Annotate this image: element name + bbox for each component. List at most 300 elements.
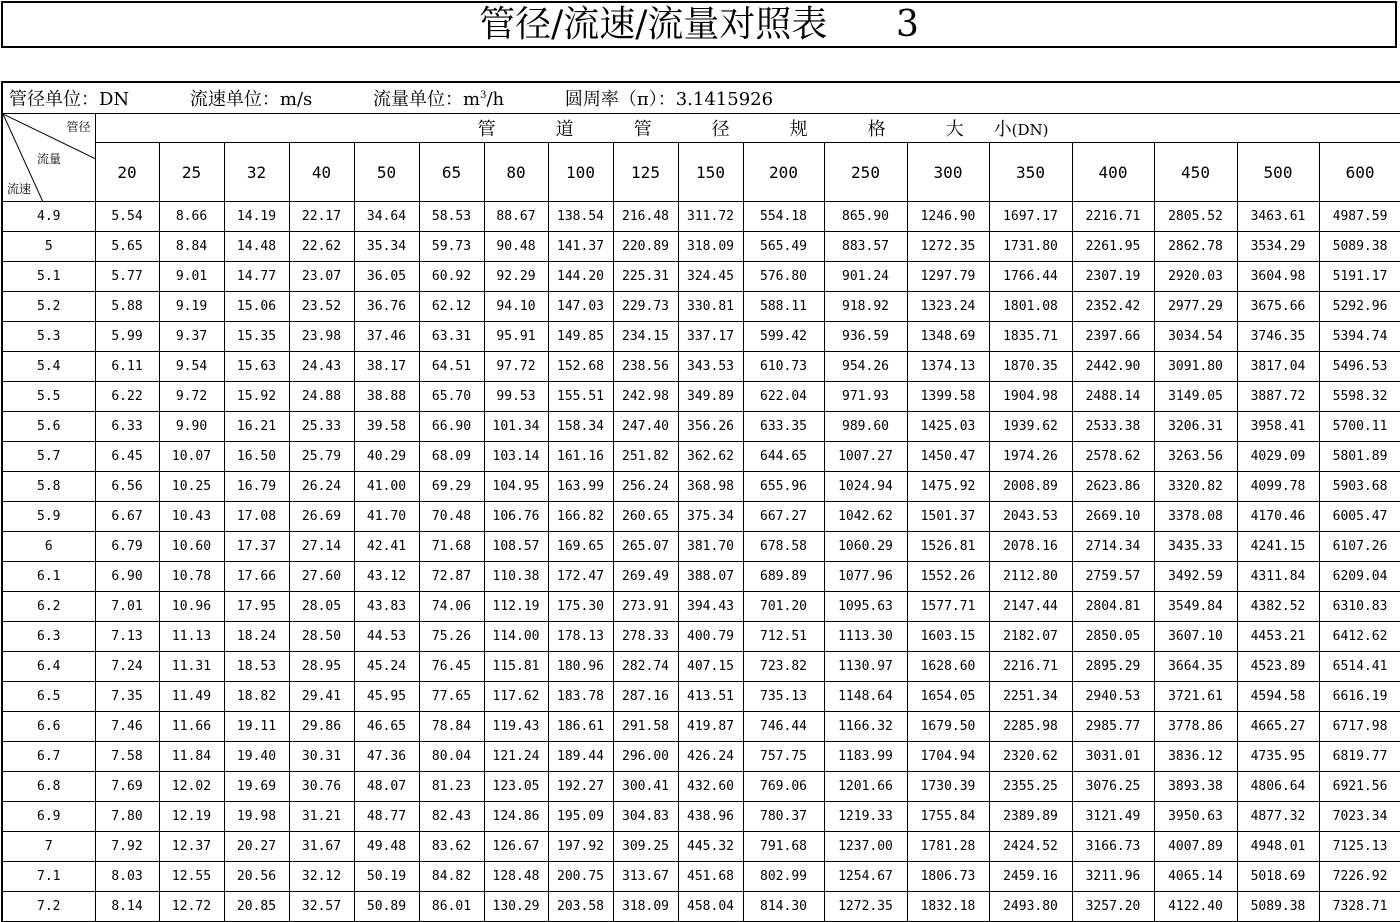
flow-cell: 2805.52: [1154, 202, 1237, 232]
flow-cell: 599.42: [743, 322, 824, 352]
flow-cell: 1526.81: [907, 532, 989, 562]
flow-cell: 256.24: [613, 472, 678, 502]
flow-cell: 9.37: [159, 322, 224, 352]
table-row: [2, 682, 1400, 712]
flow-cell: 746.44: [743, 712, 824, 742]
flow-cell: 588.11: [743, 292, 824, 322]
flow-cell: 144.20: [548, 262, 613, 292]
dn-header-cell: 32: [224, 143, 289, 202]
speed-cell: 5.8: [2, 472, 95, 502]
flow-cell: 22.17: [289, 202, 354, 232]
flow-cell: 19.98: [224, 802, 289, 832]
flow-cell: 2804.81: [1072, 592, 1154, 622]
span-char: 管: [633, 119, 652, 140]
flow-cell: 152.68: [548, 352, 613, 382]
flow-cell: 28.05: [289, 592, 354, 622]
units-row: [2, 82, 1400, 114]
flow-cell: 3817.04: [1237, 352, 1319, 382]
flow-cell: 15.06: [224, 292, 289, 322]
flow-cell: 16.50: [224, 442, 289, 472]
speed-cell: 7.2: [2, 892, 95, 922]
flow-cell: 18.53: [224, 652, 289, 682]
table-row: [2, 262, 1400, 292]
flow-cell: 130.29: [484, 892, 548, 922]
flow-cell: 32.57: [289, 892, 354, 922]
flow-cell: 1166.32: [824, 712, 907, 742]
flow-cell: 3463.61: [1237, 202, 1319, 232]
flow-cell: 72.87: [419, 562, 484, 592]
flow-cell: 30.76: [289, 772, 354, 802]
flow-cell: 203.58: [548, 892, 613, 922]
flow-cell: 375.34: [678, 502, 743, 532]
flow-cell: 115.81: [484, 652, 548, 682]
flow-cell: 247.40: [613, 412, 678, 442]
dn-header-row: [2, 143, 1400, 202]
flow-cell: 3378.08: [1154, 502, 1237, 532]
flow-cell: 6.11: [95, 352, 159, 382]
dn-header-cell: 125: [613, 143, 678, 202]
flow-cell: 1042.62: [824, 502, 907, 532]
table-row: [2, 562, 1400, 592]
span-unit: (DN): [1011, 121, 1049, 139]
dn-header-cell: 25: [159, 143, 224, 202]
dn-header-cell: 50: [354, 143, 419, 202]
flow-cell: 4170.46: [1237, 502, 1319, 532]
flow-cell: 141.37: [548, 232, 613, 262]
flow-cell: 9.72: [159, 382, 224, 412]
flow-cell: 45.95: [354, 682, 419, 712]
speed-unit-label: 流速单位：m/s: [189, 89, 313, 110]
flow-cell: 769.06: [743, 772, 824, 802]
flow-cell: 6.45: [95, 442, 159, 472]
pipe-unit-label: 管径单位：DN: [9, 89, 130, 110]
flow-cell: 16.79: [224, 472, 289, 502]
flow-cell: 438.96: [678, 802, 743, 832]
speed-cell: 6.9: [2, 802, 95, 832]
flow-cell: 1730.39: [907, 772, 989, 802]
flow-cell: 2251.34: [989, 682, 1072, 712]
flow-cell: 3604.98: [1237, 262, 1319, 292]
flow-cell: 161.16: [548, 442, 613, 472]
flow-cell: 110.38: [484, 562, 548, 592]
corner-pipe-label: 管径: [66, 120, 91, 134]
flow-cell: 37.46: [354, 322, 419, 352]
flow-cell: 11.84: [159, 742, 224, 772]
flow-cell: 128.48: [484, 862, 548, 892]
speed-cell: 6.6: [2, 712, 95, 742]
flow-cell: 38.17: [354, 352, 419, 382]
flow-cell: 17.08: [224, 502, 289, 532]
flow-cell: 1781.28: [907, 832, 989, 862]
flow-cell: 311.72: [678, 202, 743, 232]
flow-cell: 80.04: [419, 742, 484, 772]
speed-cell: 5.9: [2, 502, 95, 532]
flow-cell: 667.27: [743, 502, 824, 532]
table-row: [2, 652, 1400, 682]
flow-cell: 69.29: [419, 472, 484, 502]
flow-cell: 251.82: [613, 442, 678, 472]
flow-cell: 11.13: [159, 622, 224, 652]
flow-cell: 1183.99: [824, 742, 907, 772]
flow-unit-suffix: /h: [486, 89, 505, 110]
dn-header-cell: 450: [1154, 143, 1237, 202]
flow-cell: 2216.71: [1072, 202, 1154, 232]
flow-table: [1, 81, 1400, 922]
flow-cell: 3958.41: [1237, 412, 1319, 442]
flow-cell: 9.19: [159, 292, 224, 322]
flow-cell: 2493.80: [989, 892, 1072, 922]
flow-cell: 1832.18: [907, 892, 989, 922]
flow-cell: 19.40: [224, 742, 289, 772]
flow-cell: 7125.13: [1319, 832, 1400, 862]
flow-cell: 178.13: [548, 622, 613, 652]
flow-cell: 20.56: [224, 862, 289, 892]
flow-cell: 4382.52: [1237, 592, 1319, 622]
speed-cell: 5.2: [2, 292, 95, 322]
flow-cell: 2352.42: [1072, 292, 1154, 322]
flow-cell: 5191.17: [1319, 262, 1400, 292]
flow-cell: 1007.27: [824, 442, 907, 472]
flow-cell: 1939.62: [989, 412, 1072, 442]
flow-cell: 50.19: [354, 862, 419, 892]
flow-cell: 7.92: [95, 832, 159, 862]
table-row: [2, 442, 1400, 472]
flow-cell: 26.69: [289, 502, 354, 532]
flow-cell: 14.19: [224, 202, 289, 232]
flow-cell: 6.90: [95, 562, 159, 592]
flow-cell: 6310.83: [1319, 592, 1400, 622]
flow-cell: 166.82: [548, 502, 613, 532]
table-row: [2, 712, 1400, 742]
span-char: 规: [789, 119, 808, 140]
flow-cell: 757.75: [743, 742, 824, 772]
flow-cell: 15.92: [224, 382, 289, 412]
flow-cell: 65.70: [419, 382, 484, 412]
flow-cell: 119.43: [484, 712, 548, 742]
flow-cell: 112.19: [484, 592, 548, 622]
flow-cell: 6.56: [95, 472, 159, 502]
flow-cell: 24.43: [289, 352, 354, 382]
flow-cell: 554.18: [743, 202, 824, 232]
flow-cell: 2285.98: [989, 712, 1072, 742]
flow-cell: 918.92: [824, 292, 907, 322]
flow-cell: 356.26: [678, 412, 743, 442]
flow-cell: 58.53: [419, 202, 484, 232]
flow-cell: 4241.15: [1237, 532, 1319, 562]
flow-cell: 94.10: [484, 292, 548, 322]
flow-cell: 780.37: [743, 802, 824, 832]
flow-cell: 35.34: [354, 232, 419, 262]
flow-cell: 6717.98: [1319, 712, 1400, 742]
flow-cell: 106.76: [484, 502, 548, 532]
flow-cell: 318.09: [678, 232, 743, 262]
flow-cell: 419.87: [678, 712, 743, 742]
flow-cell: 74.06: [419, 592, 484, 622]
flow-cell: 1501.37: [907, 502, 989, 532]
flow-cell: 6.22: [95, 382, 159, 412]
flow-cell: 2977.29: [1154, 292, 1237, 322]
speed-cell: 6.1: [2, 562, 95, 592]
flow-cell: 7.01: [95, 592, 159, 622]
speed-cell: 5.1: [2, 262, 95, 292]
flow-cell: 5.99: [95, 322, 159, 352]
span-header-row: [2, 114, 1400, 143]
flow-cell: 2112.80: [989, 562, 1072, 592]
flow-cell: 445.32: [678, 832, 743, 862]
table-row: [2, 772, 1400, 802]
flow-cell: 3149.05: [1154, 382, 1237, 412]
flow-cell: 27.60: [289, 562, 354, 592]
dn-header-cell: 400: [1072, 143, 1154, 202]
flow-cell: 865.90: [824, 202, 907, 232]
flow-cell: 23.07: [289, 262, 354, 292]
dn-header-cell: 80: [484, 143, 548, 202]
flow-cell: 5.77: [95, 262, 159, 292]
flow-cell: 6819.77: [1319, 742, 1400, 772]
flow-cell: 60.92: [419, 262, 484, 292]
flow-cell: 7.46: [95, 712, 159, 742]
flow-cell: 3607.10: [1154, 622, 1237, 652]
flow-cell: 15.63: [224, 352, 289, 382]
span-char-last: 小: [993, 119, 1012, 140]
table-row: [2, 832, 1400, 862]
flow-cell: 11.31: [159, 652, 224, 682]
flow-cell: 103.14: [484, 442, 548, 472]
flow-cell: 7.69: [95, 772, 159, 802]
dn-header-cell: 350: [989, 143, 1072, 202]
flow-cell: 1148.64: [824, 682, 907, 712]
flow-cell: 101.34: [484, 412, 548, 442]
flow-cell: 12.02: [159, 772, 224, 802]
flow-cell: 1870.35: [989, 352, 1072, 382]
flow-cell: 47.36: [354, 742, 419, 772]
flow-cell: 7.58: [95, 742, 159, 772]
flow-cell: 20.85: [224, 892, 289, 922]
flow-cell: 19.69: [224, 772, 289, 802]
flow-cell: 95.91: [484, 322, 548, 352]
flow-cell: 31.21: [289, 802, 354, 832]
flow-cell: 2216.71: [989, 652, 1072, 682]
speed-cell: 5.4: [2, 352, 95, 382]
flow-cell: 7.24: [95, 652, 159, 682]
flow-cell: 14.48: [224, 232, 289, 262]
flow-cell: 38.88: [354, 382, 419, 412]
span-header-cell: [95, 114, 1400, 143]
speed-cell: 4.9: [2, 202, 95, 232]
speed-cell: 6.4: [2, 652, 95, 682]
flow-cell: 1835.71: [989, 322, 1072, 352]
flow-cell: 6412.62: [1319, 622, 1400, 652]
flow-cell: 6.67: [95, 502, 159, 532]
flow-cell: 189.44: [548, 742, 613, 772]
flow-cell: 197.92: [548, 832, 613, 862]
dn-header-cell: 100: [548, 143, 613, 202]
flow-cell: 1577.71: [907, 592, 989, 622]
flow-cell: 20.27: [224, 832, 289, 862]
flow-cell: 25.33: [289, 412, 354, 442]
flow-cell: 14.77: [224, 262, 289, 292]
flow-cell: 155.51: [548, 382, 613, 412]
flow-cell: 3435.33: [1154, 532, 1237, 562]
flow-cell: 2488.14: [1072, 382, 1154, 412]
flow-cell: 633.35: [743, 412, 824, 442]
flow-cell: 300.41: [613, 772, 678, 802]
flow-cell: 99.53: [484, 382, 548, 412]
table-row: [2, 232, 1400, 262]
flow-cell: 234.15: [613, 322, 678, 352]
flow-cell: 216.48: [613, 202, 678, 232]
flow-cell: 229.73: [613, 292, 678, 322]
span-char: 管: [477, 119, 496, 140]
flow-cell: 2533.38: [1072, 412, 1154, 442]
flow-cell: 75.26: [419, 622, 484, 652]
flow-cell: 5018.69: [1237, 862, 1319, 892]
flow-cell: 954.26: [824, 352, 907, 382]
flow-cell: 36.05: [354, 262, 419, 292]
flow-cell: 200.75: [548, 862, 613, 892]
flow-cell: 1806.73: [907, 862, 989, 892]
flow-cell: 1904.98: [989, 382, 1072, 412]
flow-cell: 25.79: [289, 442, 354, 472]
flow-cell: 34.64: [354, 202, 419, 232]
table-row: [2, 382, 1400, 412]
table-row: [2, 472, 1400, 502]
flow-cell: 3263.56: [1154, 442, 1237, 472]
flow-cell: 2862.78: [1154, 232, 1237, 262]
flow-cell: 7.13: [95, 622, 159, 652]
flow-cell: 5801.89: [1319, 442, 1400, 472]
flow-cell: 97.72: [484, 352, 548, 382]
flow-cell: 220.89: [613, 232, 678, 262]
flow-cell: 4311.84: [1237, 562, 1319, 592]
corner-flow-label: 流量: [37, 152, 62, 166]
flow-cell: 242.98: [613, 382, 678, 412]
flow-cell: 2669.10: [1072, 502, 1154, 532]
dn-header-cell: 600: [1319, 143, 1400, 202]
flow-cell: 2424.52: [989, 832, 1072, 862]
flow-cell: 32.12: [289, 862, 354, 892]
flow-cell: 123.05: [484, 772, 548, 802]
flow-cell: 3320.82: [1154, 472, 1237, 502]
flow-cell: 71.68: [419, 532, 484, 562]
flow-cell: 1450.47: [907, 442, 989, 472]
flow-cell: 5089.38: [1319, 232, 1400, 262]
flow-cell: 10.07: [159, 442, 224, 472]
flow-cell: 4877.32: [1237, 802, 1319, 832]
flow-cell: 3121.49: [1072, 802, 1154, 832]
flow-cell: 195.09: [548, 802, 613, 832]
flow-cell: 9.54: [159, 352, 224, 382]
flow-cell: 1246.90: [907, 202, 989, 232]
flow-cell: 1374.13: [907, 352, 989, 382]
flow-cell: 381.70: [678, 532, 743, 562]
flow-cell: 3746.35: [1237, 322, 1319, 352]
flow-cell: 6921.56: [1319, 772, 1400, 802]
flow-cell: 644.65: [743, 442, 824, 472]
flow-cell: 23.98: [289, 322, 354, 352]
flow-cell: 8.84: [159, 232, 224, 262]
flow-cell: 3887.72: [1237, 382, 1319, 412]
flow-cell: 5903.68: [1319, 472, 1400, 502]
flow-cell: 77.65: [419, 682, 484, 712]
flow-cell: 4029.09: [1237, 442, 1319, 472]
flow-cell: 1801.08: [989, 292, 1072, 322]
flow-cell: 576.80: [743, 262, 824, 292]
flow-cell: 1323.24: [907, 292, 989, 322]
flow-cell: 41.70: [354, 502, 419, 532]
flow-cell: 43.83: [354, 592, 419, 622]
flow-cell: 8.66: [159, 202, 224, 232]
flow-cell: 622.04: [743, 382, 824, 412]
speed-cell: 6.7: [2, 742, 95, 772]
flow-cell: 1654.05: [907, 682, 989, 712]
flow-cell: 64.51: [419, 352, 484, 382]
flow-cell: 1475.92: [907, 472, 989, 502]
flow-cell: 10.78: [159, 562, 224, 592]
flow-cell: 9.90: [159, 412, 224, 442]
flow-cell: 59.73: [419, 232, 484, 262]
speed-cell: 7: [2, 832, 95, 862]
flow-cell: 78.84: [419, 712, 484, 742]
flow-cell: 273.91: [613, 592, 678, 622]
flow-cell: 3034.54: [1154, 322, 1237, 352]
flow-cell: 27.14: [289, 532, 354, 562]
flow-cell: 3211.96: [1072, 862, 1154, 892]
flow-cell: 1254.67: [824, 862, 907, 892]
flow-cell: 41.00: [354, 472, 419, 502]
flow-cell: 6.33: [95, 412, 159, 442]
flow-cell: 147.03: [548, 292, 613, 322]
flow-cell: 3534.29: [1237, 232, 1319, 262]
flow-cell: 368.98: [678, 472, 743, 502]
flow-cell: 11.66: [159, 712, 224, 742]
flow-cell: 5.88: [95, 292, 159, 322]
flow-cell: 238.56: [613, 352, 678, 382]
flow-cell: 2355.25: [989, 772, 1072, 802]
flow-cell: 4665.27: [1237, 712, 1319, 742]
table-row: [2, 862, 1400, 892]
flow-cell: 7023.34: [1319, 802, 1400, 832]
flow-cell: 6.79: [95, 532, 159, 562]
flow-cell: 4987.59: [1319, 202, 1400, 232]
speed-cell: 5.5: [2, 382, 95, 412]
flow-unit-label: [373, 85, 504, 111]
dn-header-cell: 250: [824, 143, 907, 202]
flow-cell: 296.00: [613, 742, 678, 772]
flow-cell: 2389.89: [989, 802, 1072, 832]
flow-cell: 68.09: [419, 442, 484, 472]
flow-cell: 6616.19: [1319, 682, 1400, 712]
flow-cell: 18.82: [224, 682, 289, 712]
flow-cell: 7328.71: [1319, 892, 1400, 922]
flow-cell: 3950.63: [1154, 802, 1237, 832]
flow-cell: 9.01: [159, 262, 224, 292]
speed-cell: 6.8: [2, 772, 95, 802]
flow-cell: 712.51: [743, 622, 824, 652]
flow-cell: 3076.25: [1072, 772, 1154, 802]
flow-cell: 426.24: [678, 742, 743, 772]
flow-cell: 2985.77: [1072, 712, 1154, 742]
flow-cell: 1425.03: [907, 412, 989, 442]
flow-cell: 1628.60: [907, 652, 989, 682]
flow-cell: 2147.44: [989, 592, 1072, 622]
corner-speed-label: 流速: [7, 182, 32, 196]
flow-cell: 4594.58: [1237, 682, 1319, 712]
flow-cell: 400.79: [678, 622, 743, 652]
pi-label: 圆周率（π）：3.1415926: [564, 89, 774, 110]
flow-cell: 17.66: [224, 562, 289, 592]
table-row: [2, 742, 1400, 772]
